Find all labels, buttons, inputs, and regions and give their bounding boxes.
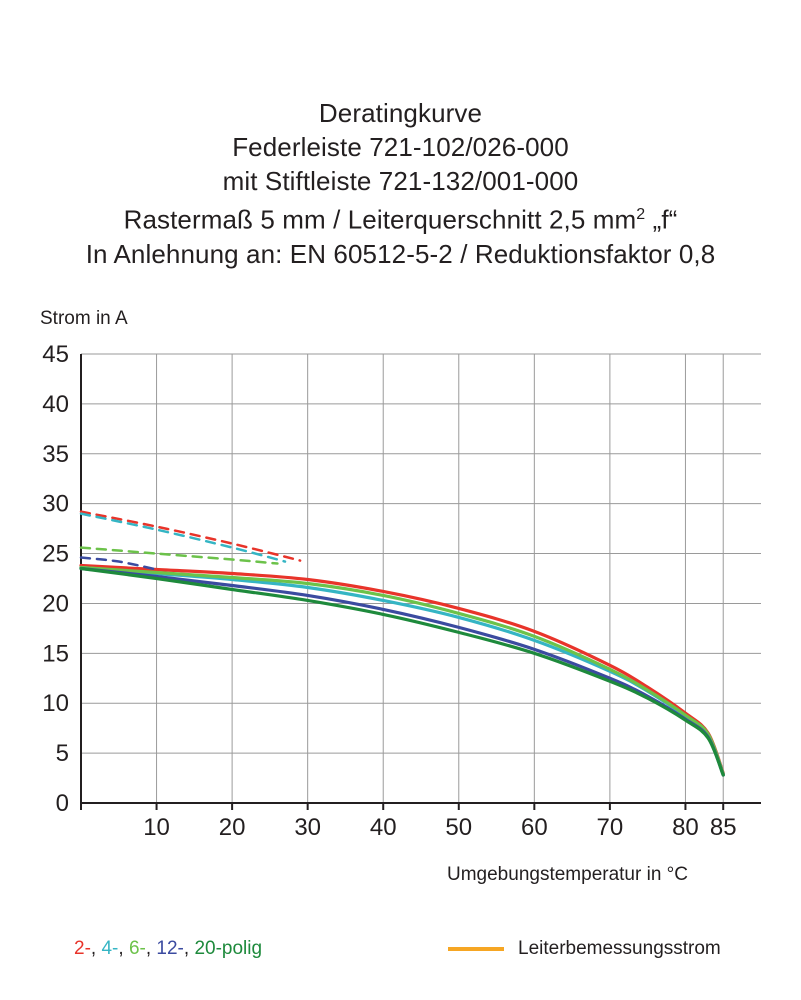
y-tick-label-25: 25 (42, 540, 69, 568)
x-tick-label-60: 60 (520, 814, 548, 841)
title-line-5: In Anlehnung an: EN 60512-5-2 / Reduktionsfaktor 0,8 (85, 238, 716, 269)
legend-conductor-current (448, 938, 721, 960)
x-axis-label: Umgebungstemperatur in °C (447, 864, 688, 885)
x-tick-label-85: 85 (709, 814, 737, 841)
x-tick-label-50: 50 (445, 814, 473, 841)
legend-part-7: , (183, 938, 195, 959)
series-6-polig (81, 568, 723, 775)
y-tick-label-35: 35 (42, 440, 69, 468)
title-line-4: Rastermaß 5 mm / Leiterquerschnitt 2,5 $mm^2$ „f“ (123, 204, 678, 235)
y-tick-label-5: 5 (55, 740, 69, 768)
legend-part-3: , (118, 938, 129, 959)
x-tick-label-80: 80 (672, 814, 699, 841)
x-tick-label-10: 10 (143, 814, 170, 841)
x-tick-label-30: 30 (294, 814, 322, 841)
title-line-1: Deratingkurve (318, 98, 483, 128)
x-tick-label-20: 20 (218, 814, 246, 841)
y-tick-label-20: 20 (42, 590, 69, 618)
y-tick-label-15: 15 (42, 640, 69, 668)
y-tick-label-30: 30 (42, 490, 69, 518)
legend-part-8: 20-polig (194, 938, 263, 959)
y-tick-label-10: 10 (42, 690, 69, 718)
y-tick-label-45: 45 (42, 341, 69, 368)
legend-poles (74, 938, 262, 960)
legend-line-swatch (448, 947, 504, 951)
title-line-2: Federleiste 721-102/026-000 (232, 132, 569, 162)
y-tick-label-0: 0 (55, 790, 69, 817)
x-tick-label-40: 40 (369, 814, 397, 841)
series-4-polig-leiterbemessung- (81, 514, 285, 562)
legend-part-6: 12- (156, 938, 184, 959)
series-6-polig-leiterbemessung- (81, 548, 277, 564)
x-tick-label-70: 70 (596, 814, 624, 841)
legend-part-5: , (145, 938, 157, 959)
y-tick-label-40: 40 (42, 390, 69, 418)
y-axis-label: Strom in A (40, 308, 128, 329)
legend-part-4: 6- (128, 938, 146, 959)
title-line-3: mit Stiftleiste 721-132/001-000 (222, 166, 579, 196)
legend-part-2: 4- (101, 938, 119, 959)
legend-label: Leiterbemessungsstrom (518, 938, 721, 959)
series-2-polig (81, 566, 723, 774)
legend-part-0: 2- (74, 938, 91, 959)
legend-part-1: , (90, 938, 102, 959)
